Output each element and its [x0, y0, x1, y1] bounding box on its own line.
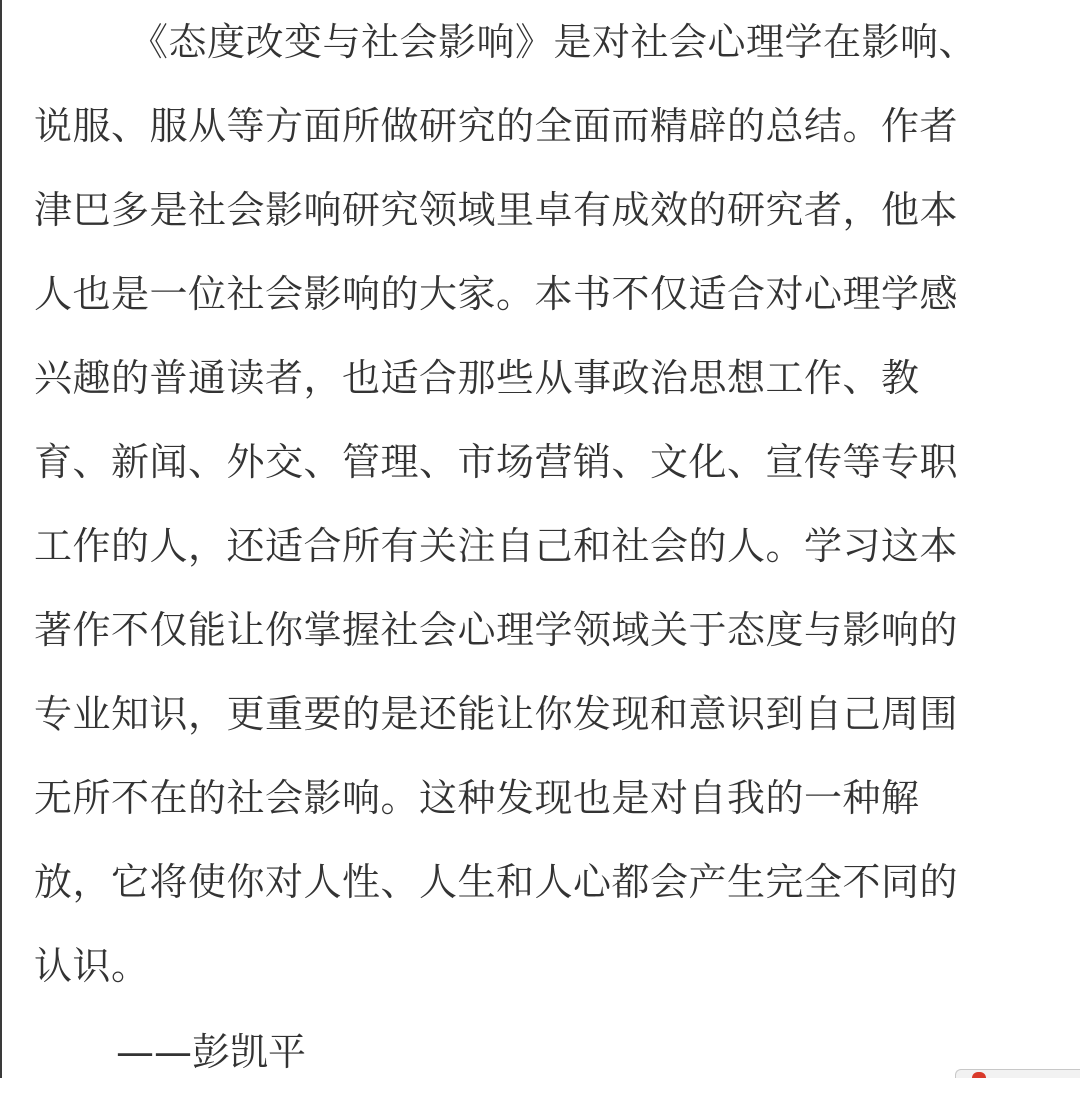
passage-line: 无所不在的社会影响。这种发现也是对自我的一种解 — [34, 776, 920, 820]
passage-line: 说服、服从等方面所做研究的全面而精辟的总结。作者 — [34, 104, 959, 148]
passage-line: 育、新闻、外交、管理、市场营销、文化、宣传等专职 — [34, 440, 959, 484]
author-signature: ——彭凯平 — [116, 1030, 307, 1074]
corner-badge[interactable] — [955, 1069, 1080, 1078]
passage-line: 专业知识，更重要的是还能让你发现和意识到自己周围 — [34, 692, 959, 736]
passage-line: 《态度改变与社会影响》是对社会心理学在影响、 — [130, 20, 978, 64]
logo-icon — [972, 1072, 986, 1078]
passage-line: 认识。 — [34, 944, 150, 988]
passage-line: 兴趣的普通读者，也适合那些从事政治思想工作、教 — [34, 356, 920, 400]
passage-line: 著作不仅能让你掌握社会心理学领域关于态度与影响的 — [34, 608, 959, 652]
passage-line: 人也是一位社会影响的大家。本书不仅适合对心理学感 — [34, 272, 959, 316]
passage-line: 工作的人，还适合所有关注自己和社会的人。学习这本 — [34, 524, 959, 568]
passage-line: 津巴多是社会影响研究领域里卓有成效的研究者，他本 — [34, 188, 959, 232]
left-border — [0, 0, 2, 1078]
passage-line: 放，它将使你对人性、人生和人心都会产生完全不同的 — [34, 860, 959, 904]
passage — [34, 0, 1044, 1008]
